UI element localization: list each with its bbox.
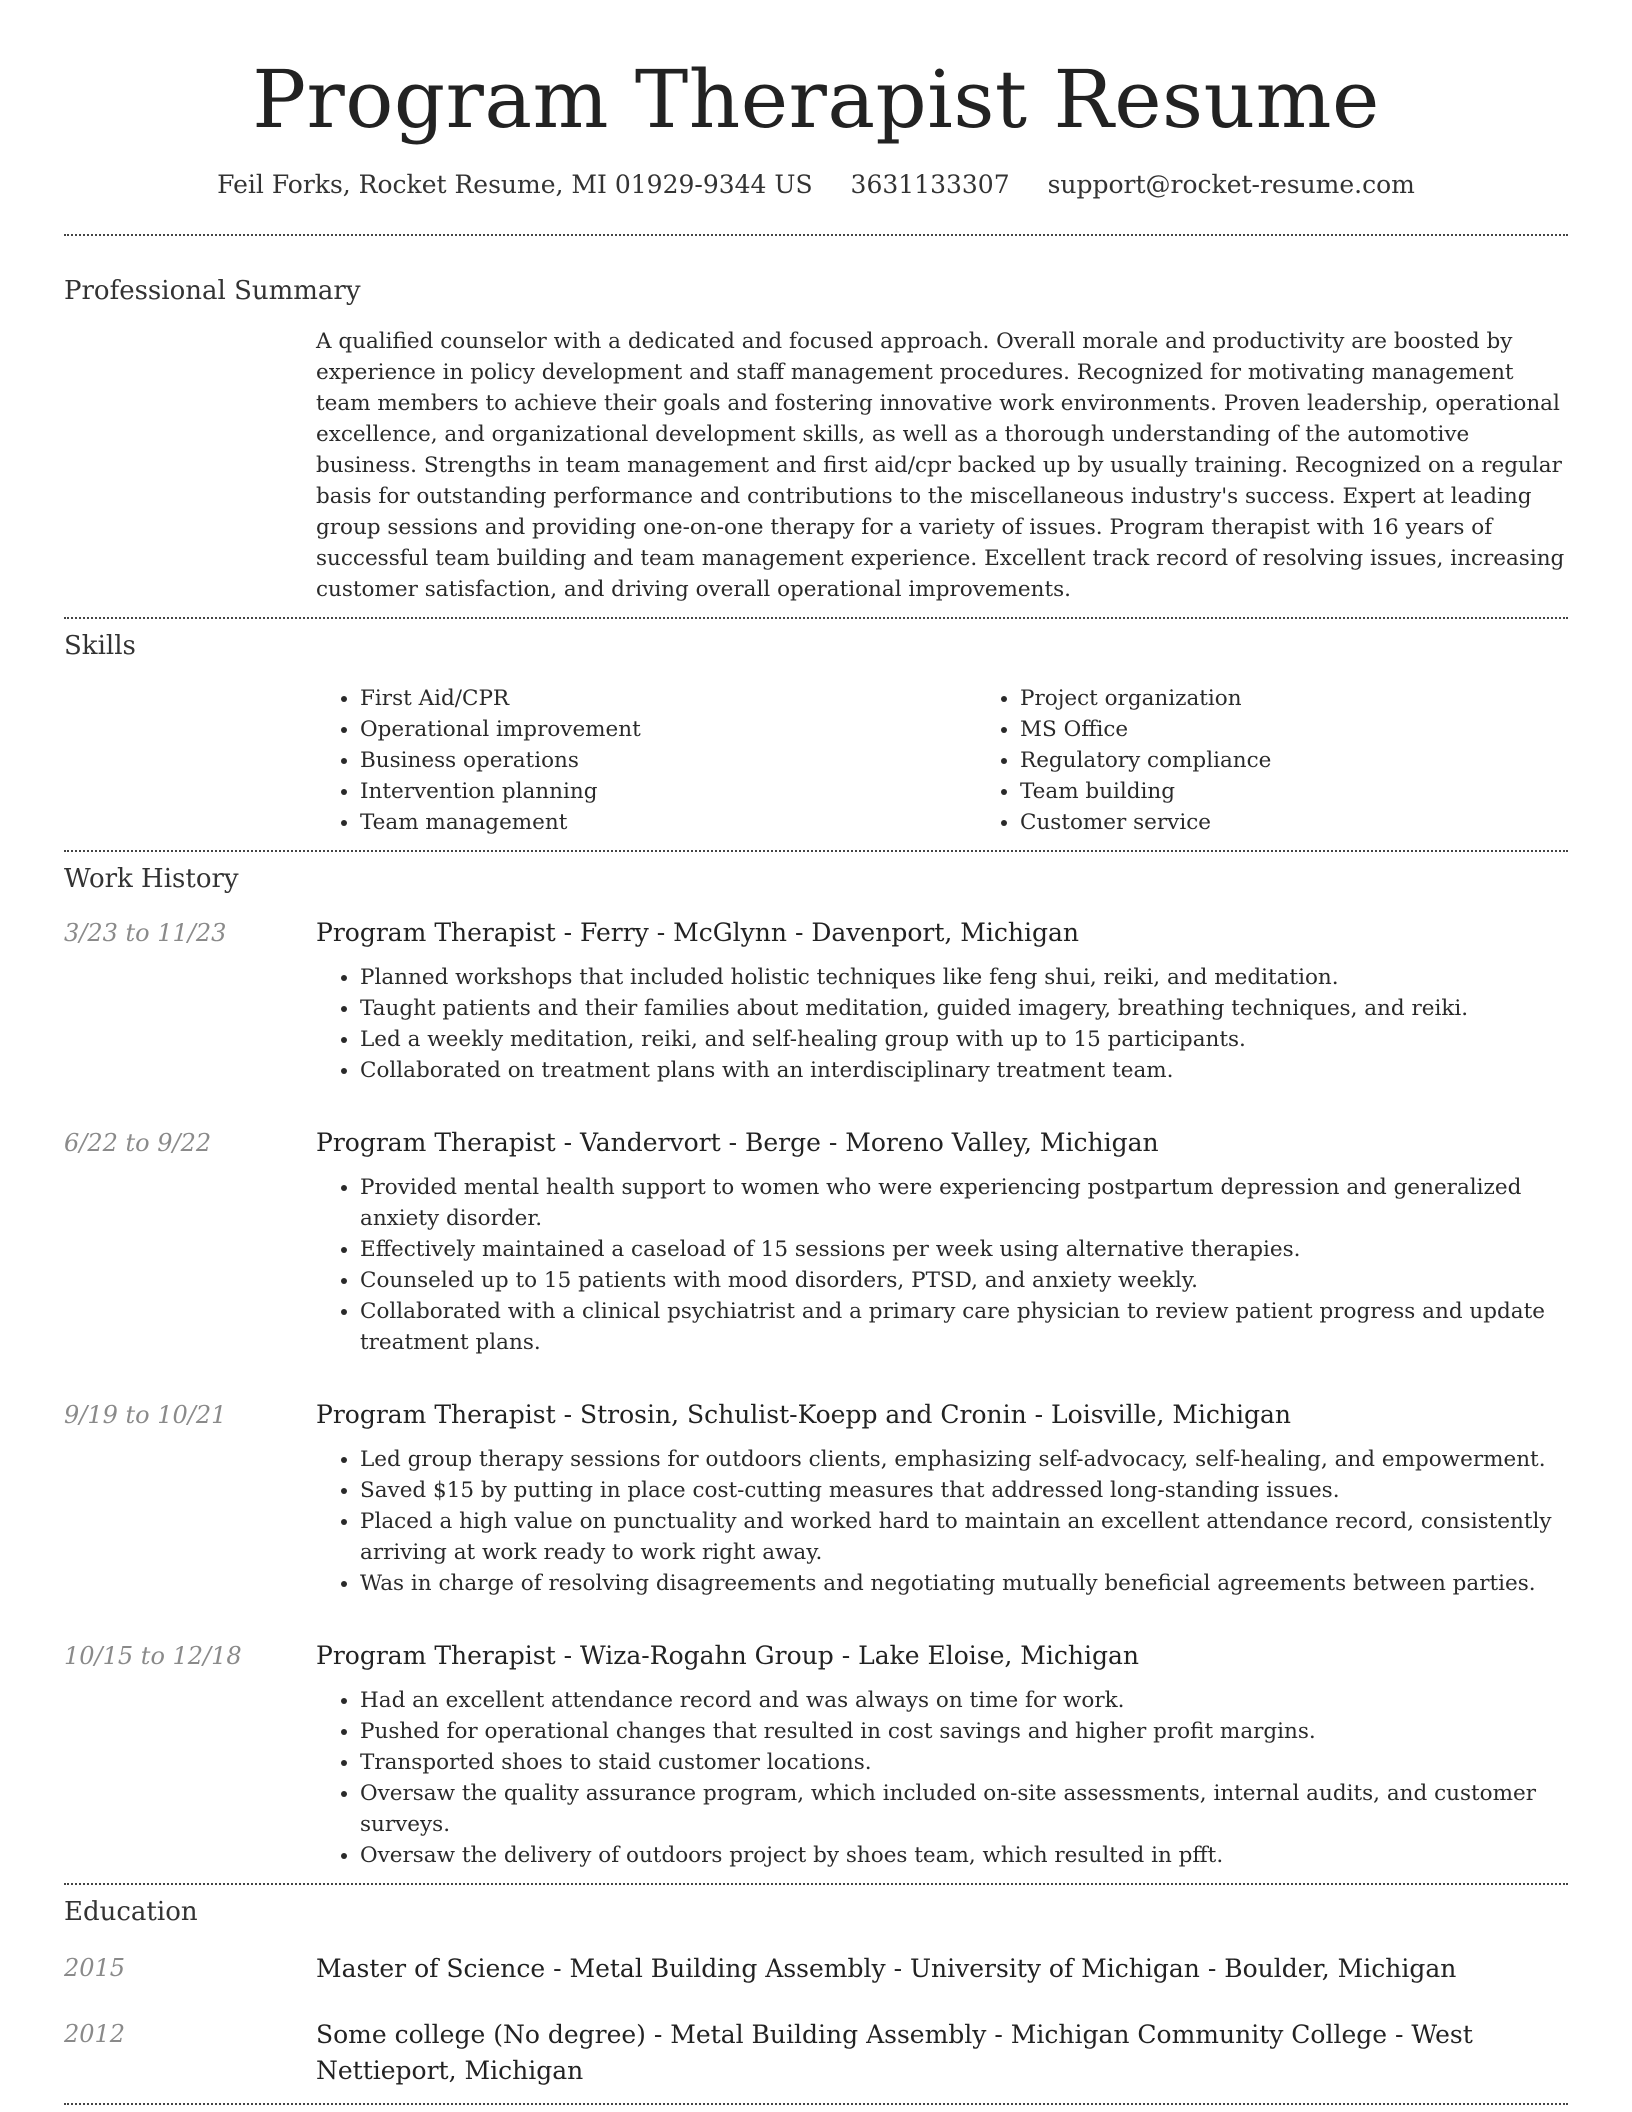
job-title: Program Therapist - Vandervort - Berge - Moreno Valley, Michigan	[316, 1128, 1159, 1157]
education-entry	[64, 1951, 1568, 1987]
job-dates: 10/15 to 12/18	[64, 1642, 242, 1670]
skills-heading: Skills	[64, 631, 136, 661]
education-entry	[64, 2017, 1568, 2089]
job-bullet: • Counseled up to 15 patients with mood disorders, PTSD, and anxiety weekly.	[360, 1265, 1568, 1296]
summary-text: A qualified counselor with a dedicated and focused approach. Overall morale and productivity are boosted by experience in policy development and staff management procedures. Recognized for motivating management team members to achieve their goals and fostering innovative work environments. Proven leadership, operational excellence, and organizational development skills, as well as a thorough understanding of the automotive business. Strengths in team management and first aid/cpr backed up by usually training. Recognized on a regular basis for outstanding performance and contributions to the miscellaneous industry's success. Expert at leading group sessions and providing one-on-one therapy for a variety of issues. Program therapist with 16 years of successful team building and team management experience. Excellent track record of resolving issues, increasing customer satisfaction, and driving overall operational improvements.	[316, 329, 1565, 602]
skill-item: • Customer service	[1020, 807, 1632, 838]
job-entry	[64, 1126, 1568, 1358]
skill-item: • Team building	[1020, 776, 1632, 807]
skills-list-right	[976, 683, 1632, 838]
skill-item: • Intervention planning	[360, 776, 976, 807]
job-bullets	[316, 1444, 1568, 1599]
summary-section	[64, 274, 1568, 617]
education-year: 2015	[64, 1954, 126, 1982]
job-bullet: • Saved $15 by putting in place cost-cutting measures that addressed long-standing issues.	[360, 1475, 1568, 1506]
skill-item: • Regulatory compliance	[1020, 745, 1632, 776]
contact-email: support@rocket-resume.com	[1047, 170, 1415, 199]
section-divider	[64, 850, 1568, 852]
work-section	[64, 862, 1568, 1883]
section-divider	[64, 234, 1568, 236]
contact-phone: 3631133307	[850, 170, 1010, 199]
job-title: Program Therapist - Wiza-Rogahn Group - Lake Eloise, Michigan	[316, 1641, 1140, 1670]
job-bullets	[316, 1172, 1568, 1358]
skills-list-left	[316, 683, 976, 838]
work-heading: Work History	[64, 864, 239, 894]
resume-title: Program Therapist Resume	[252, 53, 1380, 146]
job-bullet: • Collaborated on treatment plans with an interdisciplinary treatment team.	[360, 1055, 1568, 1086]
job-bullets	[316, 962, 1568, 1086]
education-title: Master of Science - Metal Building Assembly - University of Michigan - Boulder, Michigan	[316, 1954, 1457, 1983]
education-section	[64, 1895, 1568, 2103]
job-bullet: • Led group therapy sessions for outdoors clients, emphasizing self-advocacy, self-healing, and empowerment.	[360, 1444, 1568, 1475]
education-heading: Education	[64, 1897, 198, 1927]
job-bullet: • Was in charge of resolving disagreements and negotiating mutually beneficial agreements between parties.	[360, 1568, 1568, 1599]
summary-heading: Professional Summary	[64, 276, 361, 306]
job-bullet: • Planned workshops that included holistic techniques like feng shui, reiki, and meditation.	[360, 962, 1568, 993]
skill-item: • MS Office	[1020, 714, 1632, 745]
section-divider	[64, 617, 1568, 619]
job-bullet: • Led a weekly meditation, reiki, and self-healing group with up to 15 participants.	[360, 1024, 1568, 1055]
job-bullets	[316, 1685, 1568, 1871]
job-dates: 9/19 to 10/21	[64, 1401, 227, 1429]
job-bullet: • Collaborated with a clinical psychiatrist and a primary care physician to review patient progress and update treatment plans.	[360, 1296, 1568, 1358]
job-dates: 3/23 to 11/23	[64, 919, 227, 947]
job-bullet: • Had an excellent attendance record and was always on time for work.	[360, 1685, 1568, 1716]
job-bullet: • Oversaw the quality assurance program, which included on-site assessments, internal audits, and customer surveys.	[360, 1778, 1568, 1840]
education-year: 2012	[64, 2020, 126, 2048]
education-title: Some college (No degree) - Metal Building Assembly - Michigan Community College - West Nettieport, Michigan	[316, 2020, 1473, 2085]
skill-item: • Business operations	[360, 745, 976, 776]
job-bullet: • Taught patients and their families about meditation, guided imagery, breathing techniques, and reiki.	[360, 993, 1568, 1024]
job-dates: 6/22 to 9/22	[64, 1129, 212, 1157]
job-bullet: • Placed a high value on punctuality and worked hard to maintain an excellent attendance record, consistently arriving at work ready to work right away.	[360, 1506, 1568, 1568]
skills-section	[64, 629, 1568, 850]
job-entry	[64, 1639, 1568, 1871]
job-bullet: • Provided mental health support to women who were experiencing postpartum depression and generalized anxiety disorder.	[360, 1172, 1568, 1234]
section-divider	[64, 2103, 1568, 2105]
job-bullet: • Effectively maintained a caseload of 15 sessions per week using alternative therapies.	[360, 1234, 1568, 1265]
skill-item: • Operational improvement	[360, 714, 976, 745]
skill-item: • First Aid/CPR	[360, 683, 976, 714]
contact-address: Feil Forks, Rocket Resume, MI 01929-9344 US	[217, 170, 813, 199]
job-title: Program Therapist - Ferry - McGlynn - Davenport, Michigan	[316, 918, 1079, 947]
skill-item: • Project organization	[1020, 683, 1632, 714]
job-bullet: • Pushed for operational changes that resulted in cost savings and higher profit margins.	[360, 1716, 1568, 1747]
job-bullet: • Oversaw the delivery of outdoors project by shoes team, which resulted in pfft.	[360, 1840, 1568, 1871]
job-bullet: • Transported shoes to staid customer locations.	[360, 1747, 1568, 1778]
skill-item: • Team management	[360, 807, 976, 838]
job-entry	[64, 916, 1568, 1086]
job-title: Program Therapist - Strosin, Schulist-Koepp and Cronin - Loisville, Michigan	[316, 1400, 1292, 1429]
section-divider	[64, 1883, 1568, 1885]
job-entry	[64, 1398, 1568, 1599]
contact-line	[64, 168, 1568, 202]
